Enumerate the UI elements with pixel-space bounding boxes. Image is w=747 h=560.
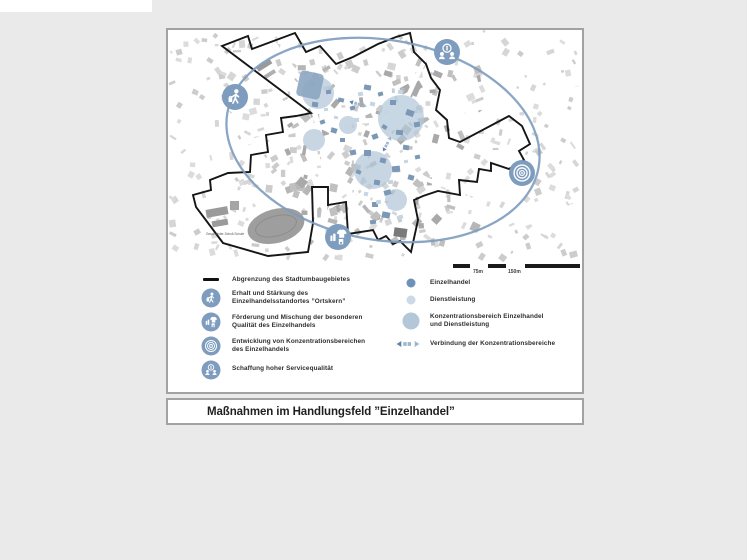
legend-item-entwicklung: [200, 336, 382, 356]
legend-label: Einzelhandel: [430, 279, 471, 286]
legend-label: Konzentrationsbereich Einzelhandel: [430, 313, 544, 320]
legend-label: Entwicklung von Konzentrationsbereichen: [232, 338, 366, 345]
map-area: [168, 30, 582, 262]
dark-building: [393, 227, 407, 238]
legend-item-konzentrationsbereich: [400, 311, 550, 331]
legend: [168, 262, 582, 392]
legend-label: Qualität des Einzelhandels: [232, 321, 316, 329]
retail-goods-icon: [325, 224, 351, 250]
legend-label: Dienstleistung: [430, 296, 476, 303]
service-info-icon: [434, 39, 460, 65]
scale-label-75m: 75m: [473, 269, 484, 275]
concentric-target-icon: [201, 336, 221, 356]
scale-label-150m: 150m: [508, 269, 521, 275]
legend-item-dienstleistung: [400, 294, 570, 306]
legend-item-verbindung: [394, 338, 575, 350]
school-label: Geschwister-Scholl-Schule: [206, 232, 245, 236]
figure-panel: [166, 28, 584, 425]
legend-item-abgrenzung: [200, 276, 382, 284]
map-and-legend-box: [166, 28, 584, 394]
pedestrian-shopper-icon: [222, 84, 248, 110]
figure-title: Maßnahmen im Handlungsfeld ”Einzelhandel”: [207, 405, 455, 418]
site-map: [168, 30, 582, 262]
legend-item-erhalt-staerkung: [200, 288, 382, 308]
legend-item-einzelhandel: [400, 277, 570, 289]
legend-label: des Einzelhandels: [232, 345, 290, 353]
pedestrian-shopper-icon: [201, 288, 221, 308]
legend-label: Verbindung der Konzentrationsbereiche: [430, 340, 556, 347]
legend-label: Abgrenzung des Stadtumbaugebietes: [232, 276, 350, 283]
retail-goods-icon: [201, 312, 221, 332]
service-info-icon: [201, 360, 221, 380]
legend-item-foerderung: [200, 312, 382, 332]
boundary-line-swatch: [203, 278, 219, 281]
legend-label: Erhalt und Stärkung des: [232, 290, 309, 297]
dienstleistung-dot: [405, 294, 417, 306]
legend-label: und Dienstleistung: [430, 320, 490, 328]
top-left-strip: [0, 0, 152, 12]
legend-label: Schaffung hoher Servicequalität: [232, 365, 334, 372]
concentric-target-icon: [509, 160, 535, 186]
title-bar: [166, 398, 584, 425]
einzelhandel-dot: [405, 277, 417, 289]
legend-item-servicequalitaet: [200, 360, 382, 380]
legend-label: Einzelhandelsstandortes ”Ortskern”: [232, 297, 346, 305]
konzentrationsbereich-circle: [401, 311, 421, 331]
legend-label: Förderung und Mischung der besonderen: [232, 314, 363, 321]
verbindung-arrow: [394, 338, 422, 350]
